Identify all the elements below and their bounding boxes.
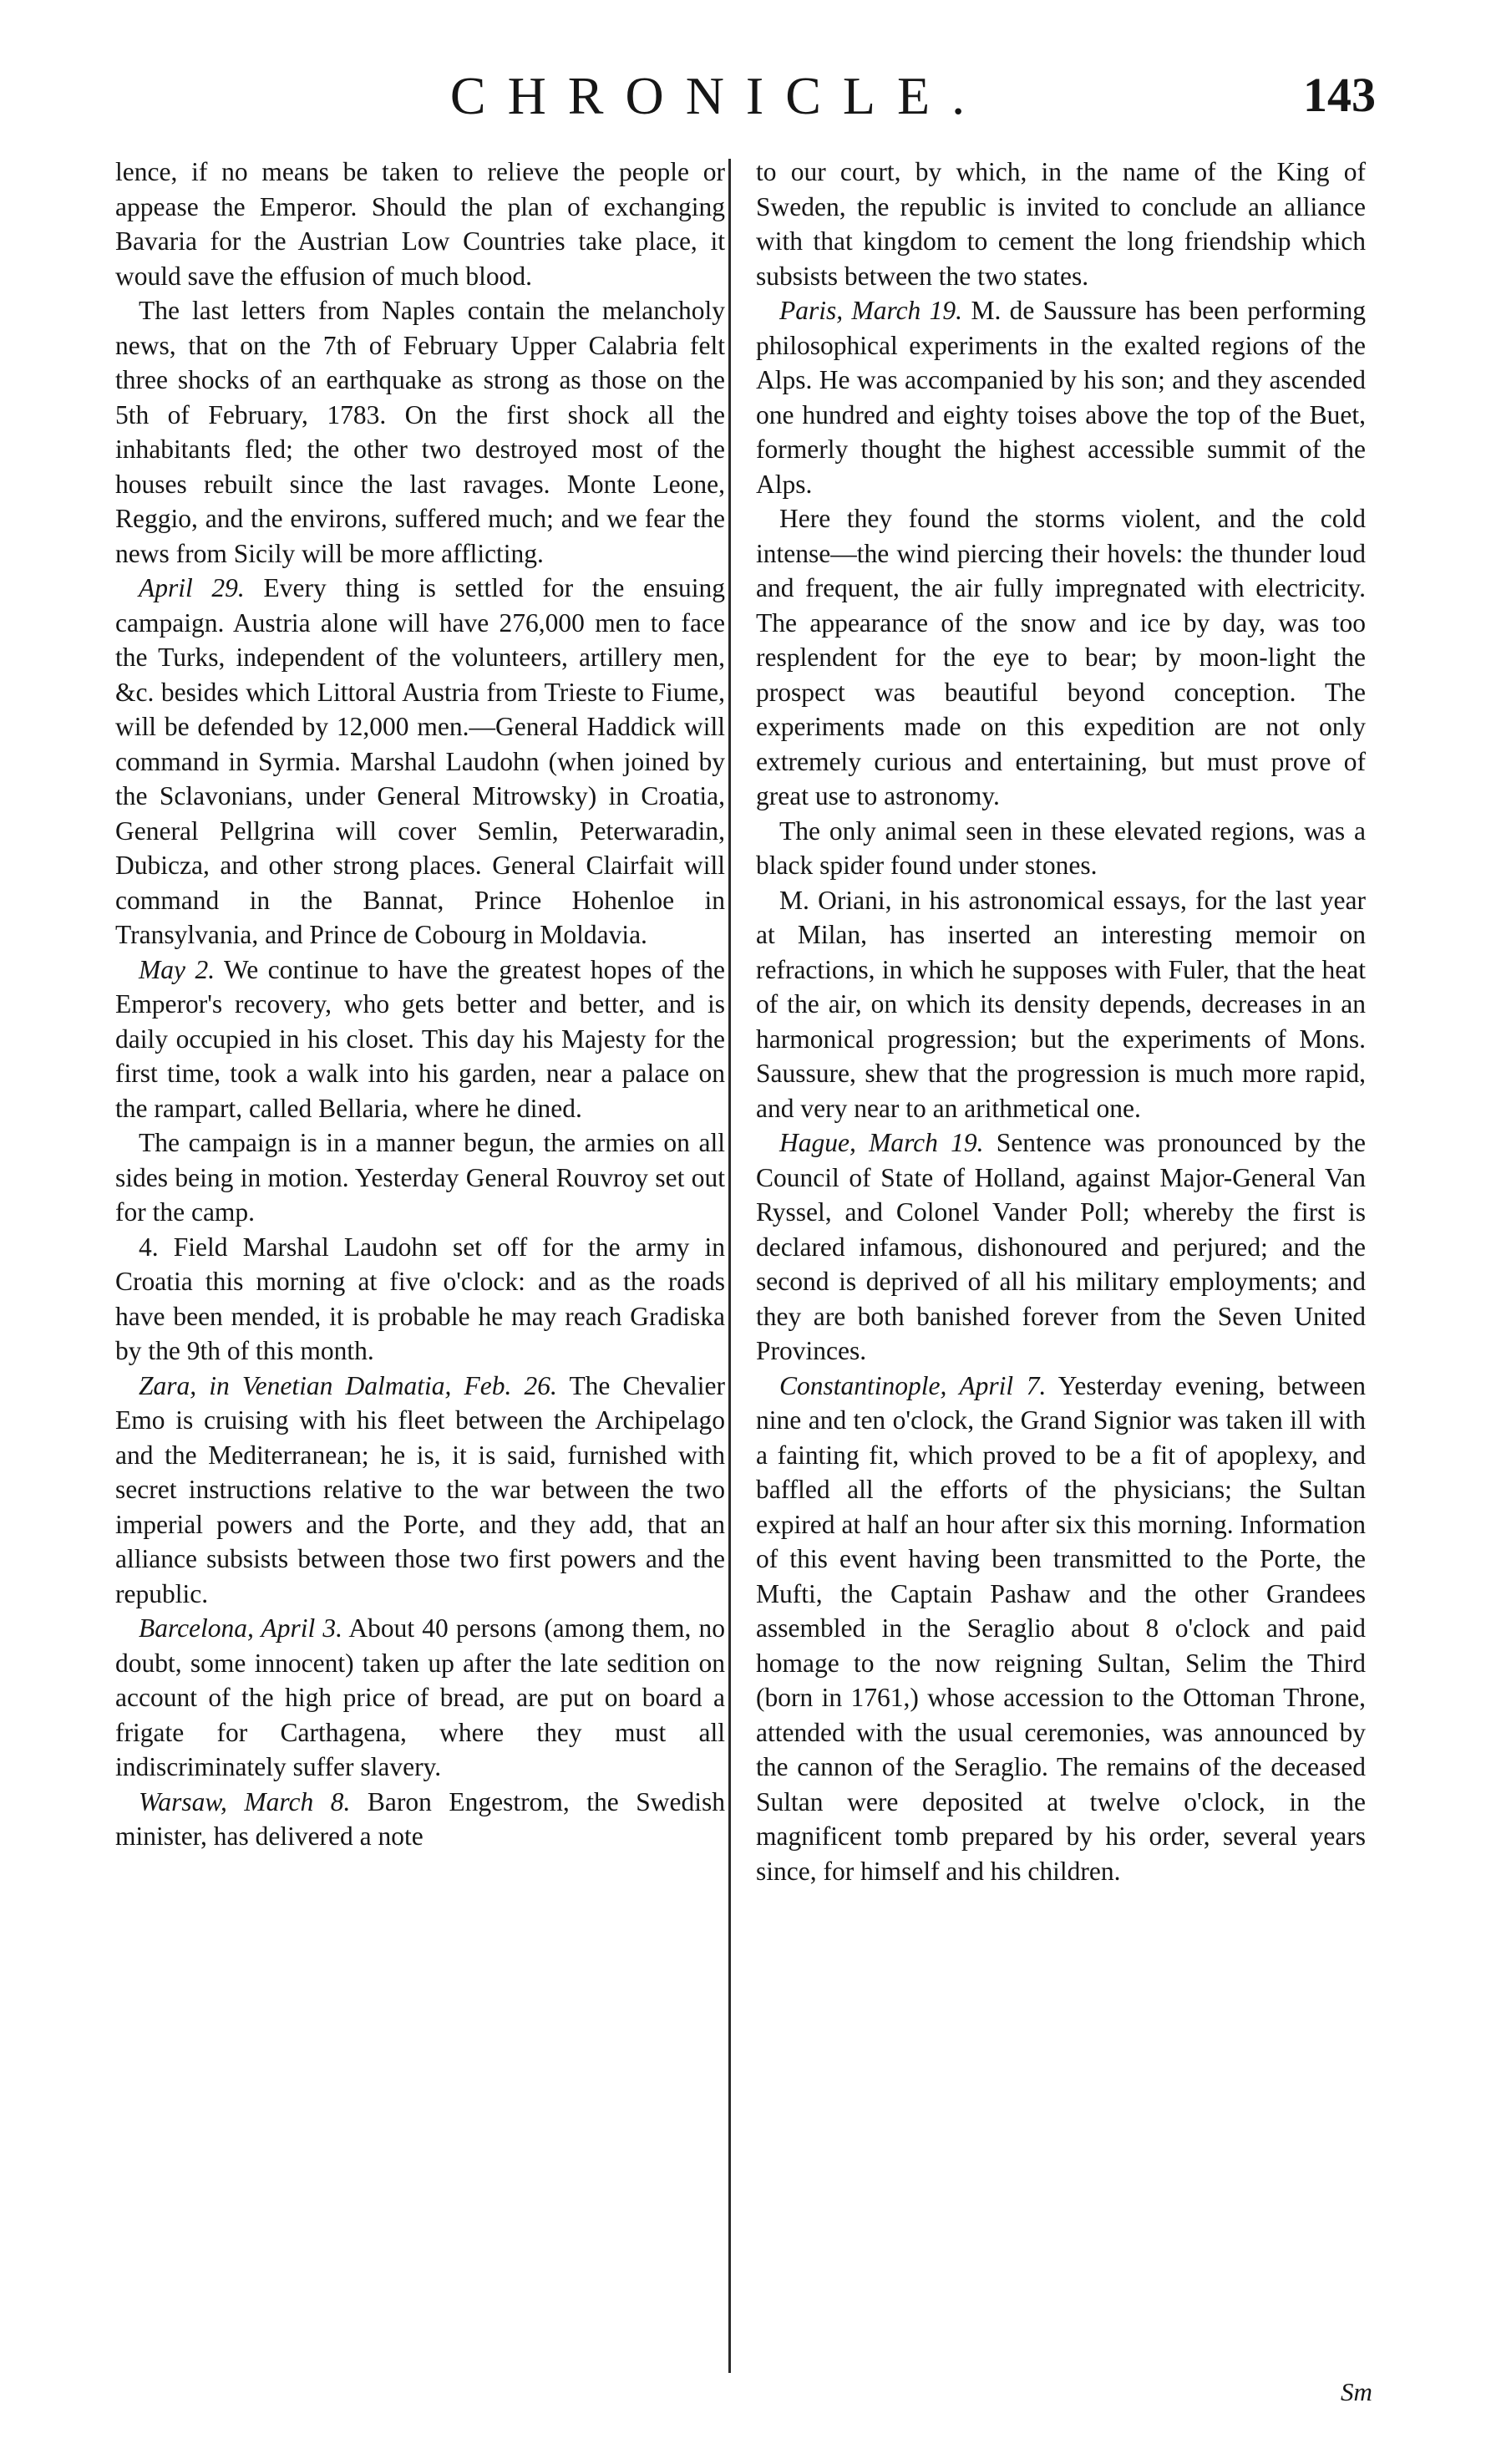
paragraph-text: M. Oriani, in his astronomical essays, for the last year at Milan, has inserted an interesting memoir on refractions, in which he supposes with Fuler, that the heat of the air, on which its density depends, decreases in an harmonical progression; but the experiments of Mons. Saussure, shew that the progression is much more rapid, and very near to an arithmetical one. xyxy=(756,885,1366,1123)
paragraph-text: We continue to have the greatest hopes of the Emperor's recovery, who gets better and better, and is daily occupied in his closet. This day his Majesty for the first time, took a walk into his garden, near a palace on the rampart, called Bellaria, where he dined. xyxy=(115,954,725,1123)
running-head xyxy=(0,65,1486,140)
paragraph xyxy=(115,1611,725,1785)
page-number: 143 xyxy=(1303,68,1376,122)
left-column xyxy=(115,155,725,2394)
paragraph xyxy=(115,1230,725,1369)
paragraph xyxy=(115,1369,725,1612)
paragraph-text: Baron Engestrom, the Swedish minister, has delivered a note xyxy=(115,1786,725,1851)
dateline: May 2. xyxy=(139,954,216,984)
paragraph xyxy=(756,293,1366,501)
paragraph-text: The last letters from Naples contain the melancholy news, that on the 7th of February Upper Calabria felt three shocks of an earthquake as strong as those on the 5th of February, 1783. On the first shock all the inhabitants fled; the other two destroyed most of the houses rebuilt since the last ravages. Monte Leone, Reggio, and the environs, suffered much; and we fear the news from Sicily will be more afflicting. xyxy=(115,296,725,568)
paragraph xyxy=(756,814,1366,883)
paragraph xyxy=(115,1785,725,1854)
paragraph xyxy=(756,1369,1366,1889)
paragraph-text: Here they found the storms violent, and the cold intense—the wind piercing their hovels: the thunder loud and frequent, the air fully impregnated with electricity. The appearance of the snow and ice by day, was too resplendent for the eye to bear; by moon-light the prospect was beautiful beyond conception. The experiments made on this expedition are not only extremely curious and entertaining, but must prove of great use to astronomy. xyxy=(756,504,1366,810)
paragraph xyxy=(756,1125,1366,1369)
running-title: CHRONICLE. xyxy=(449,66,987,125)
paragraph-text: The campaign is in a manner begun, the armies on all sides being in motion. Yesterday General Rouvroy set out for the camp. xyxy=(115,1128,725,1227)
paragraph-text: About 40 persons (among them, no doubt, some innocent) taken up after the late sedition on account of the high price of bread, are put on board a frigate for Carthagena, where they must all indiscriminately suffer slavery. xyxy=(115,1613,725,1781)
paragraph xyxy=(115,571,725,953)
paragraph xyxy=(115,293,725,571)
paragraph-text: The only animal seen in these elevated regions, was a black spider found under stones. xyxy=(756,815,1366,880)
dateline: Paris, March 19. xyxy=(779,296,963,325)
catchword: Sm xyxy=(1341,2377,1372,2406)
right-column xyxy=(756,155,1366,2394)
paragraph-text: Field Marshal Laudohn set off for the army in Croatia this morning at five o'clock: and as the roads have been mended, it is probable he may reach Gradiska by the 9th of this month. xyxy=(115,1232,725,1365)
dateline: Barcelona, April 3. xyxy=(139,1613,342,1643)
paragraph-text: The Chevalier Emo is cruising with his fleet between the Archipelago and the Mediterranean; he is, it is said, furnished with secret instructions relative to the war between the two imperial powers and the Porte, and they add, that an alliance subsists between those two first powers and the republic. xyxy=(115,1370,725,1608)
paragraph xyxy=(115,1125,725,1230)
dateline: 4. xyxy=(139,1232,159,1262)
dateline: Constantinople, April 7. xyxy=(779,1370,1047,1400)
paragraph xyxy=(756,883,1366,1126)
dateline: Warsaw, March 8. xyxy=(139,1786,351,1816)
column-divider xyxy=(728,159,731,2373)
dateline: Zara, in Venetian Dalmatia, Feb. 26. xyxy=(139,1370,557,1400)
paragraph xyxy=(115,953,725,1126)
paragraph-text: Sentence was pronounced by the Council of State of Holland, against Major-General Van Ryssel, and Colonel Vander Poll; whereby the first is declared infamous, dishonoured and perjured; and the second is deprived of all his military employments; and they are both banished forever from the Seven United Provinces. xyxy=(756,1128,1366,1365)
paragraph xyxy=(115,155,725,293)
dateline: Hague, March 19. xyxy=(779,1128,984,1157)
paragraph-text: lence, if no means be taken to relieve the people or appease the Emperor. Should the plan of exchanging Bavaria for the Austrian Low Countries take place, it would save the effusion of much blood. xyxy=(115,157,725,291)
paragraph xyxy=(756,501,1366,814)
paragraph-text: M. de Saussure has been performing philosophical experiments in the exalted regions of the Alps. He was accompanied by his son; and they ascended one hundred and eighty toises above the top of the Buet, formerly thought the highest accessible summit of the Alps. xyxy=(756,296,1366,499)
dateline: April 29. xyxy=(139,573,245,602)
paragraph-text: to our court, by which, in the name of the King of Sweden, the republic is invited to conclude an alliance with that kingdom to cement the long friendship which subsists between the two states. xyxy=(756,157,1366,291)
paragraph-text: Yesterday evening, between nine and ten o'clock, the Grand Signior was taken ill with a fainting fit, which proved to be a fit of apoplexy, and baffled all the efforts of the physicians; the Sultan expired at half an hour after six this morning. Information of this event having been transmitted to the Porte, the Mufti, the Captain Pashaw and the other Grandees assembled in the Seraglio about 8 o'clock and paid homage to the now reigning Sultan, Selim the Third (born in 1761,) whose accession to the Ottoman Throne, attended with the usual ceremonies, was announced by the cannon of the Seraglio. The remains of the deceased Sultan were deposited at twelve o'clock, in the magnificent tomb prepared by his order, several years since, for himself and his children. xyxy=(756,1370,1366,1886)
paragraph-text: Every thing is settled for the ensuing campaign. Austria alone will have 276,000 men to face the Turks, independent of the volunteers, artillery men, &c. besides which Littoral Austria from Trieste to Fiume, will be defended by 12,000 men.—General Haddick will command in Syrmia. Marshal Laudohn (when joined by the Sclavonians, under General Mitrowsky) in Croatia, General Pellgrina will cover Semlin, Peterwaradin, Dubicza, and other strong places. General Clairfait will command in the Bannat, Prince Hohenloe in Transylvania, and Prince de Cobourg in Moldavia. xyxy=(115,573,725,949)
paragraph xyxy=(756,155,1366,293)
